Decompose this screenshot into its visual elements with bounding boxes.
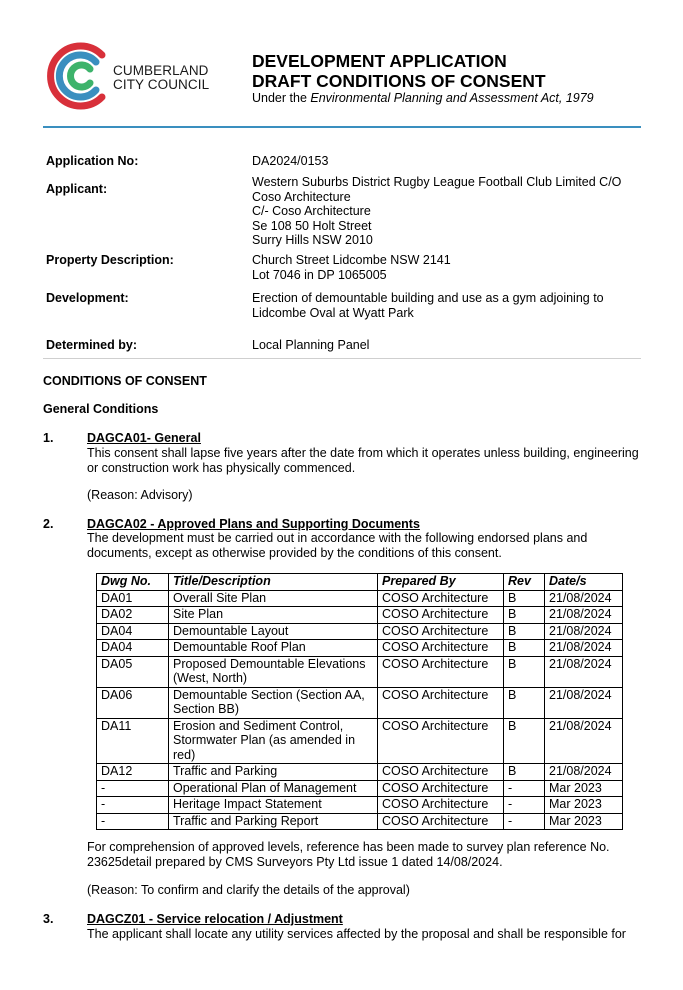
table-cell: DA02	[97, 607, 169, 624]
detail-label: Application No:	[46, 154, 139, 168]
subtitle-act: Environmental Planning and Assessment Act, 1979	[310, 91, 594, 105]
table-cell: DA12	[97, 764, 169, 781]
table-cell: DA01	[97, 590, 169, 607]
table-cell: -	[504, 813, 545, 830]
table-cell: Heritage Impact Statement	[169, 797, 378, 814]
table-cell: COSO Architecture	[378, 797, 504, 814]
table-cell: -	[97, 813, 169, 830]
table-cell: COSO Architecture	[378, 640, 504, 657]
table-cell: COSO Architecture	[378, 780, 504, 797]
council-name-line1: CUMBERLAND	[113, 63, 209, 78]
table-cell: Proposed Demountable Elevations (West, North)	[169, 656, 378, 687]
table-cell: COSO Architecture	[378, 590, 504, 607]
condition-heading: DAGCA01- General	[87, 431, 201, 445]
table-cell: DA06	[97, 687, 169, 718]
table-row	[97, 718, 623, 764]
details-divider	[43, 358, 641, 359]
detail-label: Determined by:	[46, 338, 137, 352]
table-cell: 21/08/2024	[545, 656, 623, 687]
table-cell: COSO Architecture	[378, 607, 504, 624]
condition-text: The applicant shall locate any utility services affected by the proposal and shall be responsible for	[87, 927, 626, 941]
table-row	[97, 623, 623, 640]
table-cell: -	[97, 797, 169, 814]
column-header: Date/s	[545, 574, 623, 591]
condition-reason: (Reason: To confirm and clarify the details of the approval)	[87, 883, 410, 897]
table-cell: COSO Architecture	[378, 687, 504, 718]
table-cell: Mar 2023	[545, 813, 623, 830]
table-cell: -	[504, 797, 545, 814]
section-title: CONDITIONS OF CONSENT	[43, 374, 207, 388]
condition-text: For comprehension of approved levels, reference has been made to survey plan reference No. 23625detail prepared by CMS Surveyors Pty Ltd issue 1 dated 14/08/2024.	[87, 840, 610, 869]
table-row	[97, 813, 623, 830]
column-header: Dwg No.	[97, 574, 169, 591]
council-name	[113, 64, 209, 92]
table-cell: 21/08/2024	[545, 718, 623, 764]
table-row	[97, 780, 623, 797]
condition-number: 1.	[43, 431, 54, 445]
table-cell: -	[97, 780, 169, 797]
table-cell: 21/08/2024	[545, 623, 623, 640]
table-cell: 21/08/2024	[545, 607, 623, 624]
table-cell: 21/08/2024	[545, 640, 623, 657]
table-cell: Operational Plan of Management	[169, 780, 378, 797]
detail-label: Applicant:	[46, 182, 108, 196]
table-cell: Site Plan	[169, 607, 378, 624]
document-title-line1: DEVELOPMENT APPLICATION	[252, 51, 507, 71]
table-row	[97, 590, 623, 607]
table-cell: COSO Architecture	[378, 718, 504, 764]
subtitle-prefix: Under the	[252, 91, 311, 105]
document-subtitle	[252, 91, 594, 105]
table-row	[97, 764, 623, 781]
document-title	[252, 51, 546, 91]
condition-heading: DAGCZ01 - Service relocation / Adjustment	[87, 912, 343, 926]
approved-plans-table	[96, 573, 623, 830]
detail-value: Local Planning Panel	[252, 338, 370, 352]
council-logo-icon	[47, 41, 117, 111]
table-cell: B	[504, 656, 545, 687]
column-header: Rev	[504, 574, 545, 591]
table-cell: DA04	[97, 623, 169, 640]
table-cell: Demountable Roof Plan	[169, 640, 378, 657]
table-cell: COSO Architecture	[378, 656, 504, 687]
council-name-line2: CITY COUNCIL	[113, 77, 210, 92]
table-cell: COSO Architecture	[378, 764, 504, 781]
condition-reason: (Reason: Advisory)	[87, 488, 193, 502]
table-cell: DA05	[97, 656, 169, 687]
detail-label: Property Description:	[46, 253, 174, 267]
subsection-title: General Conditions	[43, 402, 159, 416]
table-cell: DA11	[97, 718, 169, 764]
table-cell: Overall Site Plan	[169, 590, 378, 607]
table-cell: B	[504, 623, 545, 640]
condition-heading: DAGCA02 - Approved Plans and Supporting Documents	[87, 517, 420, 531]
detail-label: Development:	[46, 291, 129, 305]
detail-value: Western Suburbs District Rugby League Football Club Limited C/O Coso Architecture C/- Coso Architecture Se 108 50 Holt Street Surry Hills NSW 2010	[252, 175, 622, 247]
table-row	[97, 797, 623, 814]
table-cell: COSO Architecture	[378, 813, 504, 830]
condition-number: 3.	[43, 912, 54, 926]
table-row	[97, 640, 623, 657]
table-cell: B	[504, 764, 545, 781]
column-header: Prepared By	[378, 574, 504, 591]
table-cell: 21/08/2024	[545, 590, 623, 607]
table-cell: Mar 2023	[545, 780, 623, 797]
table-cell: Erosion and Sediment Control, Stormwater Plan (as amended in red)	[169, 718, 378, 764]
table-cell: 21/08/2024	[545, 764, 623, 781]
condition-text: The development must be carried out in accordance with the following endorsed plans and documents, except as otherwise provided by the conditions of this consent.	[87, 531, 588, 560]
condition-text: This consent shall lapse five years after the date from which it operates unless building, engineering or construction work has physically commenced.	[87, 446, 639, 475]
table-cell: COSO Architecture	[378, 623, 504, 640]
table-cell: B	[504, 718, 545, 764]
table-header-row	[97, 574, 623, 591]
document-title-line2: DRAFT CONDITIONS OF CONSENT	[252, 71, 546, 91]
condition-number: 2.	[43, 517, 54, 531]
table-cell: Demountable Layout	[169, 623, 378, 640]
table-cell: Demountable Section (Section AA, Section BB)	[169, 687, 378, 718]
detail-value: Erection of demountable building and use as a gym adjoining to Lidcombe Oval at Wyatt Park	[252, 291, 604, 320]
table-cell: B	[504, 607, 545, 624]
table-cell: -	[504, 780, 545, 797]
column-header: Title/Description	[169, 574, 378, 591]
table-cell: Traffic and Parking	[169, 764, 378, 781]
table-cell: DA04	[97, 640, 169, 657]
table-cell: B	[504, 640, 545, 657]
table-row	[97, 607, 623, 624]
header-divider	[43, 126, 641, 128]
table-cell: B	[504, 590, 545, 607]
detail-value: Church Street Lidcombe NSW 2141 Lot 7046 in DP 1065005	[252, 253, 451, 282]
table-cell: Traffic and Parking Report	[169, 813, 378, 830]
table-row	[97, 656, 623, 687]
table-cell: B	[504, 687, 545, 718]
table-row	[97, 687, 623, 718]
table-cell: Mar 2023	[545, 797, 623, 814]
table-cell: 21/08/2024	[545, 687, 623, 718]
detail-value: DA2024/0153	[252, 154, 329, 168]
